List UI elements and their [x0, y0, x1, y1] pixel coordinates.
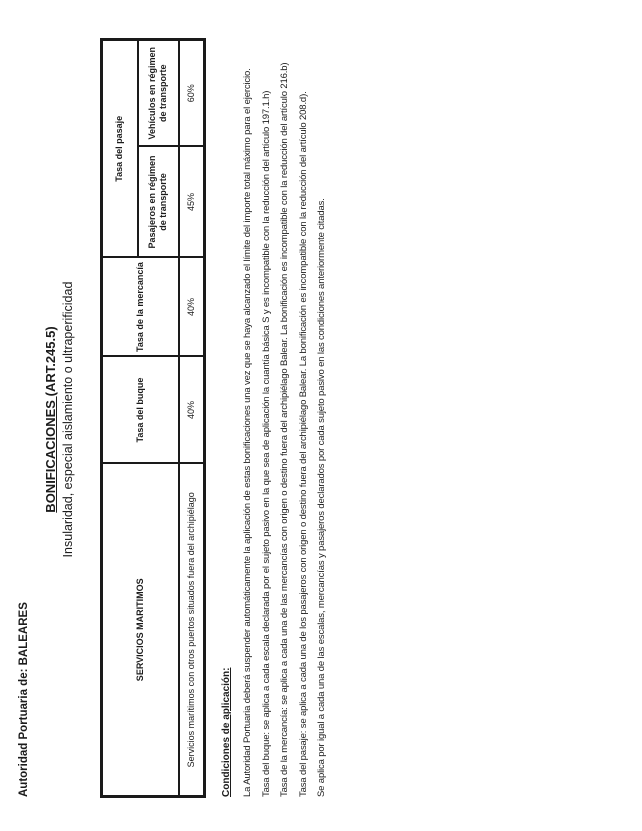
bonifications-table: [100, 38, 206, 798]
column-header-tasa-buque: Tasa del buque: [102, 357, 179, 464]
cell-pasajeros-percentage: 45%: [179, 147, 205, 258]
port-authority-header: Autoridad Portuaria de: BALEARES: [18, 602, 30, 797]
table-data-row: [179, 40, 205, 797]
condition-line-tasa-buque: Tasa del buque: se aplica a cada escala declarada por el sujeto pasivo en la que sea de aplicación la cuantía básica S y es incompatible con la reducción del artículo 197.1.h): [261, 90, 272, 797]
column-header-pasajeros-regimen: Pasajeros en régimen de transporte: [138, 147, 179, 258]
document-title: [43, 41, 58, 798]
condition-line-limit: La Autoridad Portuaria deberá suspender automáticamente la aplicación de estas bonificaciones una vez que se haya alcanzado el límite del importe total máximo para el ejercicio.: [242, 68, 253, 797]
condition-line-tasa-pasaje: Tasa del pasaje: se aplica a cada una de los pasajeros con origen o destino fuera del archipiélago Balear. La bonificación es incompatible con la reducción del artículo 208.d).: [298, 91, 309, 797]
column-header-vehiculos-regimen: Vehículos en régimen de transporte: [138, 40, 179, 147]
document-title-article: (ART.245.5): [43, 326, 58, 397]
column-header-tasa-pasaje: Tasa del pasaje: [102, 40, 138, 258]
condition-line-igualdad: Se aplica por igual a cada una de las escalas, mercancías y pasajeros declarados por cada sujeto pasivo en las condiciones anteriormente citadas.: [316, 198, 327, 797]
column-header-servicios-maritimos: SERVICIOS MARITIMOS: [102, 464, 179, 797]
document-title-underlined: BONIFICACIONES: [43, 396, 58, 513]
table-header-row-1: [102, 40, 138, 797]
cell-servicio-description: Servicios marítimos con otros puertos situados fuera del archipiélago: [179, 464, 205, 797]
cell-mercancia-percentage: 40%: [179, 258, 205, 357]
column-header-tasa-mercancia: Tasa de la mercancía: [102, 258, 179, 357]
document-subtitle: Insularidad, especial aislamiento o ultraperificidad: [61, 281, 75, 558]
conditions-heading: Condiciones de aplicación:: [221, 667, 232, 797]
condition-line-tasa-mercancia: Tasa de la mercancía: se aplica a cada una de las mercancías con origen o destino fuera del archipiélago Balear. La bonificación es incompatible con la reducción del artículo 216.b): [279, 62, 290, 797]
cell-vehiculos-percentage: 60%: [179, 40, 205, 147]
cell-buque-percentage: 40%: [179, 357, 205, 464]
